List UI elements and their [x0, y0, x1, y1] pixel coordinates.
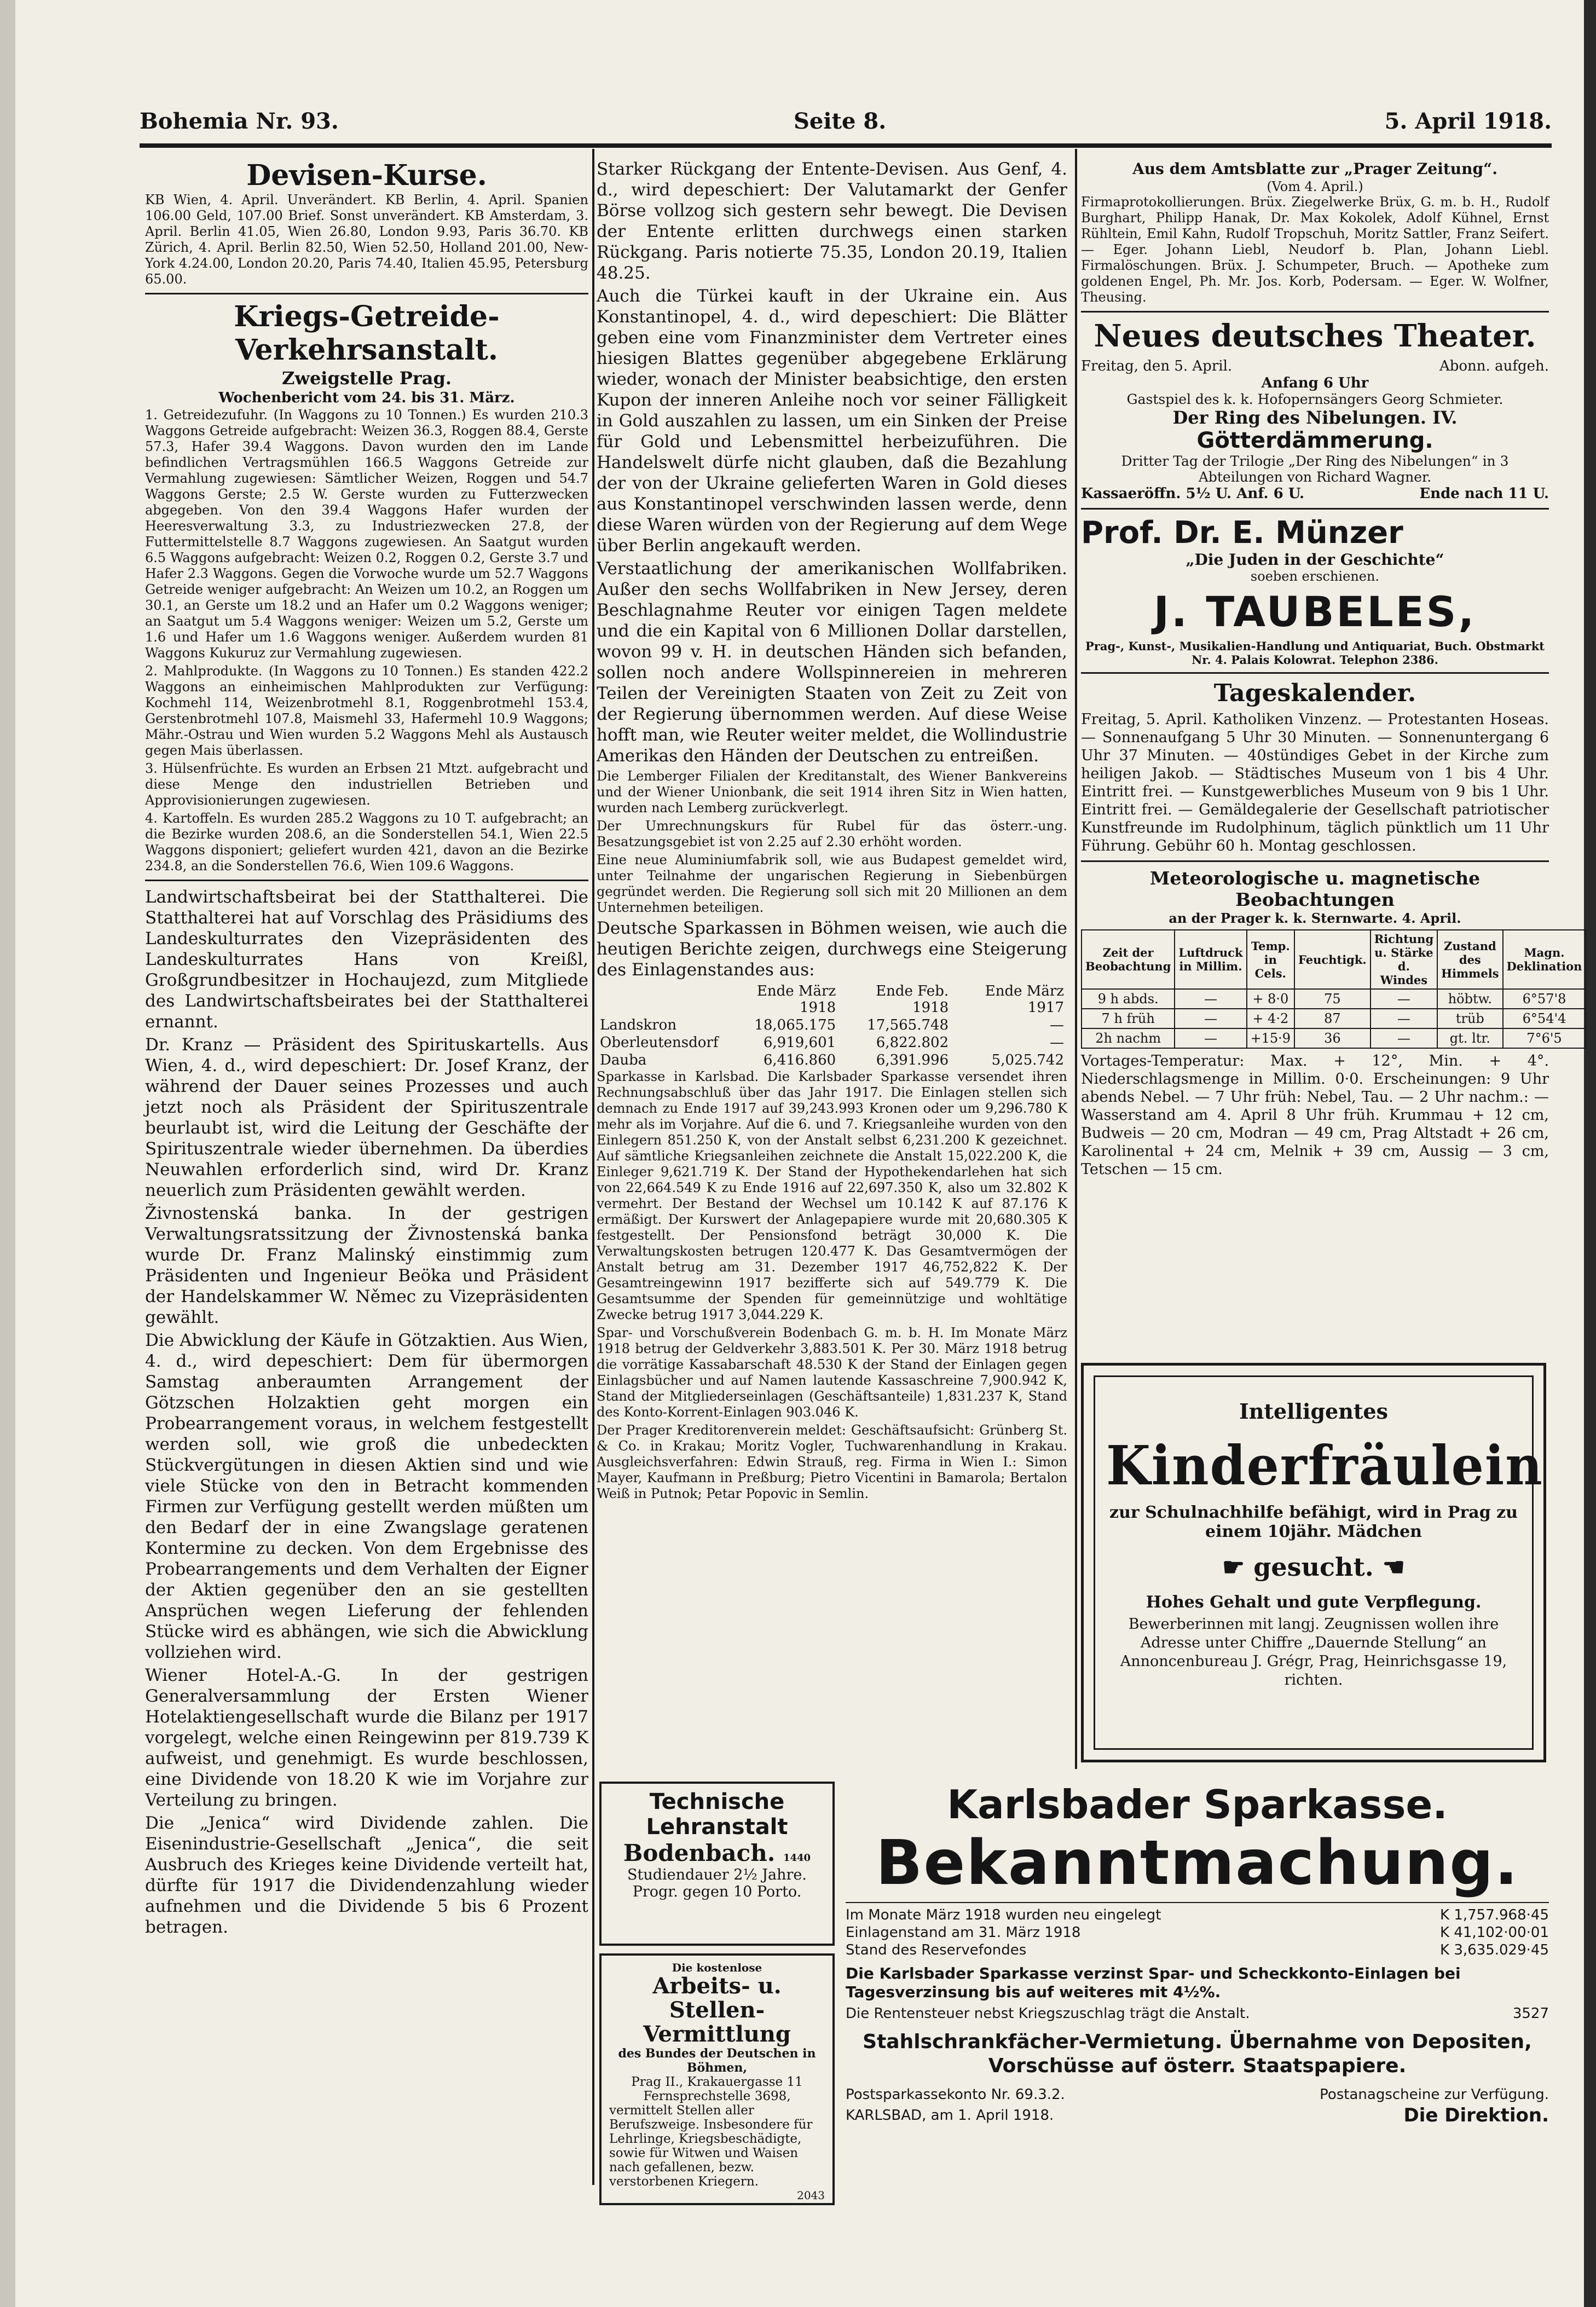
kriegs-paragraph-4: 4. Kartoffeln. Es wurden 285.2 Waggons zu 10 T. aufgebracht; an die Bezirke wurden 208.6, an die Sonderstellen 54.1, Wien 22.5 Waggons disponiert; geliefert wurden 421, davon an die Bezirke 234.8, an die Sonderstellen 76.6, Wien 109.6 Waggons.: [145, 811, 588, 874]
divider: [1081, 860, 1549, 862]
ad-arbeitsvermittlung-box: [599, 1953, 835, 2205]
devisen-text: KB Wien, 4. April. Unverändert. KB Berlin, 4. April. Spanien 106.00 Geld, 107.00 Brief. Sonst unverändert. KB Amsterdam, 3. April. Berlin 41.05, Wien 26.80, London 9.93, Paris 36.70. KB Zürich, 4. April. Berlin 82.50, Wien 52.50, Holland 201.00, New-York 4.24.00, London 20.20, Paris 74.40, Italien 45.95, Petersburg 65.00.: [145, 192, 588, 287]
theater-times: [1081, 485, 1549, 502]
karl-row-label: Einlagenstand am 31. März 1918: [846, 1924, 1081, 1941]
munzer-note: soeben erschienen.: [1250, 569, 1380, 584]
table-header: [597, 982, 722, 1016]
wollfabriken-article: Verstaatlichung der amerikanischen Wollfabriken. Außer den sechs Wollfabriken in New Jersey, deren Beschlagnahme Reuter vor einigen Tagen meldete und die ein Kapital von 6 Millionen Dollar darstellen, wovon 99 v. H. in deutschen Händen sich befanden, sollen noch andere Wollspinnereien in mehreren Teilen der Vereinigten Staaten von Zeit zu Zeit von der Regierung übernommen werden. Auf diese Weise hofft man, wie Reuter weiter meldet, die Wollindustrie Amerikas den Händen der Deutschen zu entreißen.: [597, 559, 1067, 766]
tageskalender-text: Freitag, 5. April. Katholiken Vinzenz. — Protestanten Hoseas. — Sonnenaufgang 5 Uhr 30 Minuten. — Sonnenuntergang 6 Uhr 37 Minuten. — 40stündiges Gebet in der Kirche zum heiligen Jakob. — Städtisches Museum von 1 bis 4 Uhr. Eintritt frei. — Kunstgewerbliches Museum von 9 bis 1 Uhr. Eintritt frei. — Gemäldegalerie der Gesellschaft patriotischer Kunstfreunde im Rudolphinum, täglich pünktlich um 11 Uhr Führung. Gebühr 60 h. Montag geschlossen.: [1081, 711, 1549, 854]
ad-kinder-top: Intelligentes: [1239, 1399, 1388, 1424]
table-header: Richtung u. Stärke d. Windes: [1371, 930, 1437, 989]
jenica-article: Die „Jenica“ wird Dividende zahlen. Die Eisenindustrie-Gesellschaft „Jenica“, die seit Ausbruch des Krieges keine Dividende verteilt hat, dürfte für 1917 die Dividendenzahlung wieder aufnehmen und die Dividende 5 bis 6 Prozent betragen.: [145, 1813, 588, 1937]
tageskalender-heading: Tageskalender.: [1213, 679, 1416, 707]
table-cell: 7 h früh: [1082, 1009, 1175, 1028]
theater-description: Dritter Tag der Trilogie „Der Ring des Nibelungen“ in 3 Abteilungen von Richard Wagner.: [1121, 453, 1509, 485]
table-header: Magn. Deklination: [1503, 930, 1586, 989]
meteo-text: Vortages-Temperatur: Max. + 12°, Min. + 4°. Niederschlagsmenge in Millim. 0·0. Erscheinungen: 9 Uhr abends Nebel. — 7 Uhr früh: Nebel, Tau. — 2 Uhr nachm.: — Wasserstand am 4. April 8 Uhr früh. Krummau + 12 cm, Budweis — 20 cm, Modran — 49 cm, Prag Altstadt + 26 cm, Karolinental + 24 cm, Melnik + 39 cm, Aussig — 3 cm, Tetschen — 15 cm.: [1081, 1053, 1549, 1178]
table-cell: 5,025.742: [991, 1052, 1064, 1068]
karl-row: [846, 1941, 1549, 1959]
theater-times-end: Ende nach 11 U.: [1419, 485, 1549, 502]
table-cell: 7°6'5: [1503, 1028, 1586, 1048]
ad-tech-line2: Progr. gegen 10 Porto.: [632, 1883, 802, 1900]
table-header: Feuchtigk.: [1294, 930, 1371, 989]
taubeles-name: J. TAUBELES,: [1153, 587, 1477, 636]
karl-interest: Die Karlsbader Sparkasse verzinst Spar- und Scheckkonto-Einlagen bei Tagesverzinsung bis auf weiteres mit 4½%.: [846, 1964, 1461, 2001]
ad-kinder-gesucht-label: gesucht.: [1253, 1552, 1374, 1582]
karl-row: [846, 1906, 1549, 1924]
table-cell: 18,065.175: [754, 1017, 836, 1033]
page-header: [140, 108, 1552, 147]
ad-karlsbader-sparkasse: [846, 1782, 1549, 2208]
ad-kinderfraeulein: [1081, 1363, 1546, 1762]
karl-place-date: KARLSBAD, am 1. April 1918.: [846, 2107, 1054, 2124]
scan-edge-right: [1584, 0, 1596, 2307]
ad-tech-line1: Studiendauer 2½ Jahre.: [627, 1866, 807, 1883]
table-cell: +15·9: [1247, 1028, 1295, 1048]
karl-tax-line: [846, 2005, 1549, 2022]
table-header-row: [1082, 930, 1586, 989]
table-cell: —: [1175, 989, 1246, 1009]
table-cell: 6,391.996: [876, 1052, 949, 1068]
table-header: Luftdruck in Millim.: [1175, 930, 1246, 989]
karlsbad-sparkasse-article: Sparkasse in Karlsbad. Die Karlsbader Sparkasse versendet ihren Rechnungsabschluß über das Jahr 1917. Die Einlagen stellen sich demnach zu Ende 1917 auf 39,243.993 Kronen oder um 9,296.780 K mehr als im Vorjahre. Auf die 6. und 7. Kriegsanleihe wurden von den Einlegern 851.250 K, von der Anstalt selbst 6,231.200 K gezeichnet. Auf sämtliche Kriegsanleihen zeichnete die Anstalt 15,022.200 K, die Einleger 9,621.719 K. Der Stand der Hypothekendarlehen hat sich von 22,664.549 K zu Ende 1916 auf 22,697.350 K, also um 32.802 K vermehrt. Der Bestand der Wechsel um 10.142 K auf 87.176 K ermäßigt. Der Kurswert der Anlagepapiere wurde mit 20,680.305 K festgestellt. Der Pensionsfond beträgt 30,000 K. Die Verwaltungskosten betrugen 120.477 K. Das Gesamtvermögen der Anstalt betrug am 31. Dezember 1917 46,752,822 K. Der Gesamtreingewinn 1917 bezifferte sich auf 549.779 K. Die Gesamtsumme der Spenden für gemeinnützige und wohltätige Zwecke betrug 1917 3,044.229 K.: [597, 1069, 1067, 1322]
amtsblatt-heading: Aus dem Amtsblatte zur „Prager Zeitung“.: [1132, 160, 1497, 178]
sparkassen-article: Deutsche Sparkassen in Böhmen weisen, wie auch die heutigen Berichte zeigen, durchwegs eine Steigerung des Einlagenstandes aus:: [597, 918, 1067, 980]
ad-tech-box: [599, 1782, 835, 1946]
table-cell: gt. ltr.: [1437, 1028, 1502, 1048]
table-header: Zustand des Himmels: [1437, 930, 1502, 989]
ad-tech-place-label: Bodenbach.: [623, 1840, 776, 1866]
column-2: [597, 159, 1067, 1713]
column-1: [145, 159, 588, 2009]
munzer-author: Prof. Dr. E. Münzer: [1081, 515, 1403, 551]
theater-guest: Gastspiel des k. k. Hofopernsängers Georg Schmieter.: [1126, 391, 1504, 407]
karl-tax: Die Rentensteuer nebst Kriegszuschlag trägt die Anstalt.: [846, 2005, 1250, 2022]
divider: [1081, 672, 1549, 674]
table-cell: 9 h abds.: [1082, 989, 1175, 1009]
ad-kinder-line4: Bewerberinnen mit langj. Zeugnissen wollen ihre Adresse unter Chiffre „Dauernde Stellung“ an Annoncenbureau J. Grégr, Prag, Heinrichsgasse 19, richten.: [1120, 1616, 1507, 1689]
ad-arbeit-title: Arbeits- u. Stellen-Vermittlung: [643, 1973, 791, 2047]
ad-arbeit-line3: des Bundes der Deutschen in Böhmen,: [618, 2046, 816, 2075]
lemberg-notice: Die Lemberger Filialen der Kreditanstalt, des Wiener Bankvereins und der Wiener Unionbank, die seit 1914 ihren Sitz in Wien hatten, wurden nach Lemberg zurückverlegt.: [597, 768, 1067, 816]
table-cell: —: [1371, 1009, 1437, 1028]
meteo-table: [1081, 929, 1586, 1049]
header-rule: [140, 143, 1552, 148]
table-header: Ende Feb. 1918: [876, 983, 949, 1016]
ad-kinder-headline: Kinderfräulein: [1106, 1435, 1543, 1497]
table-cell: —: [1175, 1028, 1246, 1048]
karl-postscheine: Postanagscheine zur Verfügung.: [1320, 2086, 1549, 2103]
table-cell: + 4·2: [1247, 1009, 1295, 1028]
divider: [145, 293, 588, 294]
ad-inner-frame: [1094, 1375, 1543, 1750]
ad-arbeit-number: 2043: [797, 2189, 825, 2202]
table-row: [597, 1016, 1067, 1034]
table-cell: —: [1371, 1028, 1437, 1048]
table-cell: Dauba: [600, 1052, 647, 1068]
table-cell: —: [1371, 989, 1437, 1009]
aluminium-notice: Eine neue Aluminiumfabrik soll, wie aus Budapest gemeldet wird, unter Teilnahme der ungarischen Regierung in Siebenbürgen gegründet werden. Die Regierung soll sich mit 20 Millionen an dem Unternehmen beteiligen.: [597, 852, 1067, 915]
karl-row-value: K 41,102·00·01: [1440, 1924, 1549, 1941]
column-divider-2: [1075, 149, 1077, 1769]
landw-article: Landwirtschaftsbeirat bei der Statthalterei. Die Statthalterei hat auf Vorschlag des Präsidiums des Landeskulturrates den Vizepräsidenten des Landeskulturrates Hans von Kreißl, Großgrundbesitzer in Hochaujezd, zum Mitgliede des Landwirtschaftsbeirates bei der Statthalterei ernannt.: [145, 887, 588, 1032]
table-cell: 2h nachm: [1082, 1028, 1175, 1048]
kreditorenverein-article: Der Prager Kreditorenverein meldet: Geschäftsaufsicht: Grünberg St. & Co. in Krakau; Moritz Vogler, Tuchwarenhandlung in Krakau. Ausgleichsverfahren: Edwin Strauß, reg. Firma in Wien I.: Simon Mayer, Kaufmann in Preßburg; Pietro Vicentini in Bamarola; Bertalon Weiß in Putnok; Petar Popovic in Semlin.: [597, 1423, 1067, 1501]
karl-title: Karlsbader Sparkasse.: [947, 1782, 1448, 1828]
scan-edge-left: [0, 0, 15, 2307]
amtsblatt-date: (Vom 4. April.): [1267, 179, 1363, 194]
table-header: Ende März 1917: [985, 983, 1064, 1016]
theater-date-line: [1081, 357, 1549, 375]
karl-row-value: K 1,757.968·45: [1440, 1907, 1549, 1923]
amtsblatt-text: Firmaprotokollierungen. Brüx. Ziegelwerke Brüx, G. m. b. H., Rudolf Burghart, Philipp Hanak, Dr. Max Kokolek, Adolf Kühnel, Ernst Rühltein, Emil Kahn, Rudolf Tropschuh, Moritz Sattler, Franz Seifert. — Eger. Johann Liebl, Neudorf b. Plan, Johann Liebl. Firmalöschungen. Brüx. J. Schumpeter, Bruch. — Apotheke zum goldenen Engel, Ph. Mr. Jos. Korb, Podersam. — Eger. W. Wolfner, Theusing.: [1081, 194, 1549, 305]
table-cell: Oberleutensdorf: [600, 1034, 719, 1051]
hotel-article: Wiener Hotel-A.-G. In der gestrigen Generalversammlung der Ersten Wiener Hotelaktiengesellschaft wurde die Bilanz per 1917 vorgelegt, welche einen Reingewinn per 819.739 K aufweist, und genehmigt. Es wurde beschlossen, eine Dividende von 18.20 K wie im Vorjahre zur Verteilung zu bringen.: [145, 1666, 588, 1810]
ad-arbeit-sub: Die kostenlose: [672, 1961, 762, 1974]
table-cell: trüb: [1437, 1009, 1502, 1028]
bottom-ads: [599, 1782, 1549, 2208]
ad-arbeit-line5: vermittelt Stellen aller Berufszweige. Insbesondere für Lehrlinge, Kriegsbeschädigte, sowie für Witwen und Waisen nach gefallenen, bezw. verstorbenen Kriegern.: [609, 2103, 813, 2189]
karl-sign-line: [846, 2104, 1549, 2126]
karl-post-line: [846, 2086, 1549, 2103]
table-cell: —: [1175, 1009, 1246, 1028]
goetz-article: Die Abwicklung der Käufe in Götzaktien. Aus Wien, 4. d., wird depeschiert: Dem für übermorgen Samstag anberaumten Arrangement der Götzschen Holzaktien geht morgen ein Probearrangement voraus, in welchem festgestellt werden soll, wie groß die unbedeckten Stückvergütungen in diesen Aktien sind und wie viele Stücke von den in Betracht kommenden Firmen zur Verfügung gestellt werden müßten um den Bedarf der in eine Zwangslage geratenen Kontermine zu decken. Von dem Ergebnisse des Probearrangements und dem Verhalten der Eigner der Aktien gegenüber den an sie gestellten Ansprüchen wegen Lieferung der fehlenden Stücke wird es abhängen, wie sich die Abwicklung vollziehen wird.: [145, 1331, 588, 1662]
sparkassen-table: [597, 982, 1067, 1069]
theater-date: Freitag, den 5. April.: [1081, 358, 1233, 374]
table-row: [1082, 1028, 1586, 1048]
divider: [1081, 311, 1549, 313]
table-row: [597, 1034, 1067, 1051]
karl-row-value: K 3,635.029·45: [1440, 1942, 1549, 1958]
taubeles-address: Prag-, Kunst-, Musikalien-Handlung und Antiquariat, Buch. Obstmarkt Nr. 4. Palais Kolowrat. Telephon 2386.: [1085, 639, 1545, 667]
kriegs-report-period: Wochenbericht vom 24. bis 31. März.: [218, 390, 515, 406]
column-divider-1: [592, 149, 594, 2185]
table-cell: 6,822.802: [876, 1034, 949, 1051]
table-cell: 6,416.860: [763, 1052, 836, 1068]
table-cell: Landskron: [600, 1017, 677, 1033]
table-row: [1082, 1009, 1586, 1028]
munzer-book: „Die Juden in der Geschichte“: [1186, 551, 1444, 569]
pointing-hand-icon: ☛: [1222, 1552, 1254, 1582]
kranz-article: Dr. Kranz — Präsident des Spirituskartells. Aus Wien, 4. d., wird depeschiert: Dr. Josef Kranz, der während der Dauer seines Prozesses und auch jetzt noch als Präsident der Spirituszentrale beurlaubt ist, wird die Leitung der Geschäfte der Spirituszentrale wieder übernehmen. Da überdies Neuwahlen erforderlich sind, wird Dr. Kranz neuerlich zum Präsidenten gewählt werden.: [145, 1035, 588, 1200]
header-page: Seite 8.: [794, 108, 887, 134]
rubel-notice: Der Umrechnungskurs für Rubel für das österr.-ung. Besatzungsgebiet ist von 2.25 auf 2.30 erhöht worden.: [597, 818, 1067, 849]
ad-tech-title: Technische Lehranstalt: [646, 1789, 788, 1840]
kriegs-paragraph-1: 1. Getreidezufuhr. (In Waggons zu 10 Tonnen.) Es wurden 210.3 Waggons Getreide aufgebracht: Weizen 36.3, Roggen 88.4, Gerste 57.3, Hafer 39.4 Waggons. Davon wurden den im Lande befindlichen Vertragsmühlen 166.5 Waggons Getreide zur Vermahlung zugewiesen: Sämtlicher Weizen, Roggen und 54.7 Waggons Gerste; 2.5 W. Gerste wurden zu Futterzwecken abgegeben. Von den 39.4 Waggons Hafer wurden der Heeresverwaltung 3.3, zu Industriezwecken 27.8, der Futtermittelstelle 8.7 Waggons zugewiesen. An Saatgut wurden 6.5 Waggons aufgebracht: Weizen 0.2, Roggen 0.2, Gerste 3.7 und Hafer 2.3 Waggons. Gegen die Vorwoche wurde um 52.7 Waggons Getreide weniger aufgebracht: An Weizen um 10.2, an Roggen um 30.1, an Gerste um 18.2 und an Hafer um 0.2 Waggons weniger; an Saatgut um 5.4 Waggons weniger: Weizen um 5.2, Gerste um 1.6 und Hafer um 1.6 Waggons weniger. Außerdem wurden 81 Waggons Kukuruz zur Vermahlung zugewiesen.: [145, 407, 588, 661]
theater-work: Der Ring des Nibelungen. IV.: [1172, 407, 1458, 428]
karl-row-label: Stand des Reservefondes: [846, 1942, 1027, 1958]
ad-arbeit-line4: Prag II., Krakauergasse 11 Fernsprechstelle 3698,: [631, 2075, 803, 2103]
divider: [846, 1902, 1549, 1903]
theater-heading: Neues deutsches Theater.: [1094, 318, 1536, 354]
header-date: 5. April 1918.: [1384, 108, 1552, 134]
pointing-hand-icon: ☚: [1373, 1552, 1406, 1582]
theater-times-start: Kassaeröffn. 5½ U. Anf. 6 U.: [1081, 485, 1305, 502]
divider: [145, 880, 588, 881]
karl-services: Stahlschrankfächer-Vermietung. Übernahme von Depositen, Vorschüsse auf österr. Staatspapiere.: [863, 2031, 1532, 2077]
table-cell: —: [1050, 1017, 1064, 1033]
theater-opera: Götterdämmerung.: [1196, 428, 1433, 453]
kriegs-heading: Kriegs-Getreide-Verkehrsanstalt.: [234, 300, 500, 367]
table-header-row: [597, 982, 1067, 1016]
zivno-article: Živnostenská banka. In der gestrigen Verwaltungsratssitzung der Živnostenská banka wurde Dr. Franz Malinský einstimmig zum Präsidenten und Ingenieur Beöka und Präsident der Handelskammer W. Němec zu Vizepräsidenten gewählt.: [145, 1204, 588, 1327]
ad-kinder-gesucht: [1095, 1552, 1532, 1582]
ad-kinder-line3: Hohes Gehalt und gute Verpflegung.: [1146, 1593, 1482, 1612]
table-row: [1082, 989, 1586, 1009]
table-cell: 6°54'4: [1503, 1009, 1586, 1028]
karl-row: [846, 1924, 1549, 1941]
karl-row-label: Im Monate März 1918 wurden neu eingelegt: [846, 1907, 1161, 1923]
karl-number: 3527: [1512, 2005, 1549, 2022]
karl-signature: Die Direktion.: [1403, 2104, 1549, 2126]
kriegs-paragraph-3: 3. Hülsenfrüchte. Es wurden an Erbsen 21 Mtzt. aufgebracht und diese Menge den industriellen Betrieben und Approvisionierungen zugewiesen.: [145, 761, 588, 808]
table-row: [597, 1051, 1067, 1069]
table-cell: 36: [1294, 1028, 1371, 1048]
table-cell: 87: [1294, 1009, 1371, 1028]
ad-kinder-line1: zur Schulnachhilfe befähigt, wird in Prag zu einem 10jähr. Mädchen: [1109, 1503, 1518, 1541]
bodenbach-article: Spar- und Vorschußverein Bodenbach G. m. b. H. Im Monate März 1918 betrug der Geldverkehr 3,883.501 K. Per 30. März 1918 betrug die vorrätige Kassabarschaft 48.530 K der Stand der Einlagen gegen Einlagsbücher und auf Namen lautende Kassaschreine 7,900.942 K, Stand der Mitgliederseinlagen (Geschäftsanteile) 1,831.237 K, Stand des Konto-Korrent-Einlagen 903.046 K.: [597, 1325, 1067, 1420]
ad-tech-number: 1440: [783, 1852, 811, 1864]
table-cell: + 8·0: [1247, 989, 1295, 1009]
kriegs-subheading: Zweigstelle Prag.: [282, 368, 452, 389]
karl-headline: Bekanntmachung.: [876, 1828, 1519, 1899]
header-issue: Bohemia Nr. 93.: [140, 108, 339, 134]
theater-start: Anfang 6 Uhr: [1261, 375, 1369, 391]
meteo-subheading: an der Prager k. k. Sternwarte. 4. April.: [1169, 910, 1461, 926]
divider: [1081, 508, 1549, 510]
karl-postkonto: Postsparkassekonto Nr. 69.3.2.: [846, 2086, 1065, 2103]
table-header: Ende März 1918: [756, 983, 836, 1016]
table-cell: 75: [1294, 989, 1371, 1009]
ad-technische-lehranstalt: [599, 1782, 835, 2208]
table-cell: 17,565.748: [867, 1017, 949, 1033]
table-cell: —: [1050, 1034, 1064, 1051]
theater-abonn: Abonn. aufgeh.: [1439, 358, 1549, 374]
devisen-heading: Devisen-Kurse.: [246, 159, 487, 192]
meteo-heading: Meteorologische u. magnetische Beobachtungen: [1149, 868, 1481, 910]
entente-article: Starker Rückgang der Entente-Devisen. Aus Genf, 4. d., wird depeschiert: Der Valutamarkt der Genfer Börse vollzog sich gestern sehr bewegt. Die Devisen der Entente erlitten durchwegs einen starken Rückgang. Paris notierte 75.35, London 20.19, Italien 48.25.: [597, 159, 1067, 283]
kriegs-paragraph-2: 2. Mahlprodukte. (In Waggons zu 10 Tonnen.) Es standen 422.2 Waggons an einheimischen Mahlprodukten zur Verfügung: Kochmehl 114, Weizenbrotmehl 8.1, Roggenbrotmehl 153.4, Gerstenbrotmehl 107.8, Maismehl 33, Hafermehl 10.9 Waggons; Mähr.-Ostrau und Wien wurden 5.2 Waggons Mehl als Austausch gegen Mais überlassen.: [145, 663, 588, 758]
tuerkei-article: Auch die Türkei kauft in der Ukraine ein. Aus Konstantinopel, 4. d., wird depeschiert: Die Blätter geben eine vom Finanzminister dem Vertreter eines hiesigen Blattes gegenüber abgegebene Erklärung wieder, wonach der Minister beabsichtige, den ersten Kupon der inneren Anleihe noch vor seiner Fälligkeit in Gold auszahlen zu lassen, um ein Sinken der Preise für Gold und Lebensmittel herbeizuführen. Die Handelswelt dürfe nicht glauben, daß die Bezahlung der von der Ukraine gelieferten Waren in Gold dieses aus Konstantinopel verschwinden lassen werde, denn diese Waren würden von der Regierung auf dem Wege über Berlin angekauft werden.: [597, 286, 1067, 556]
table-cell: höbtw.: [1437, 989, 1502, 1009]
table-cell: 6,919,601: [763, 1034, 836, 1051]
table-cell: 6°57'8: [1503, 989, 1586, 1009]
table-header: Temp. in Cels.: [1247, 930, 1295, 989]
ad-tech-place: [609, 1840, 825, 1866]
table-header: Zeit der Beobachtung: [1082, 930, 1175, 989]
